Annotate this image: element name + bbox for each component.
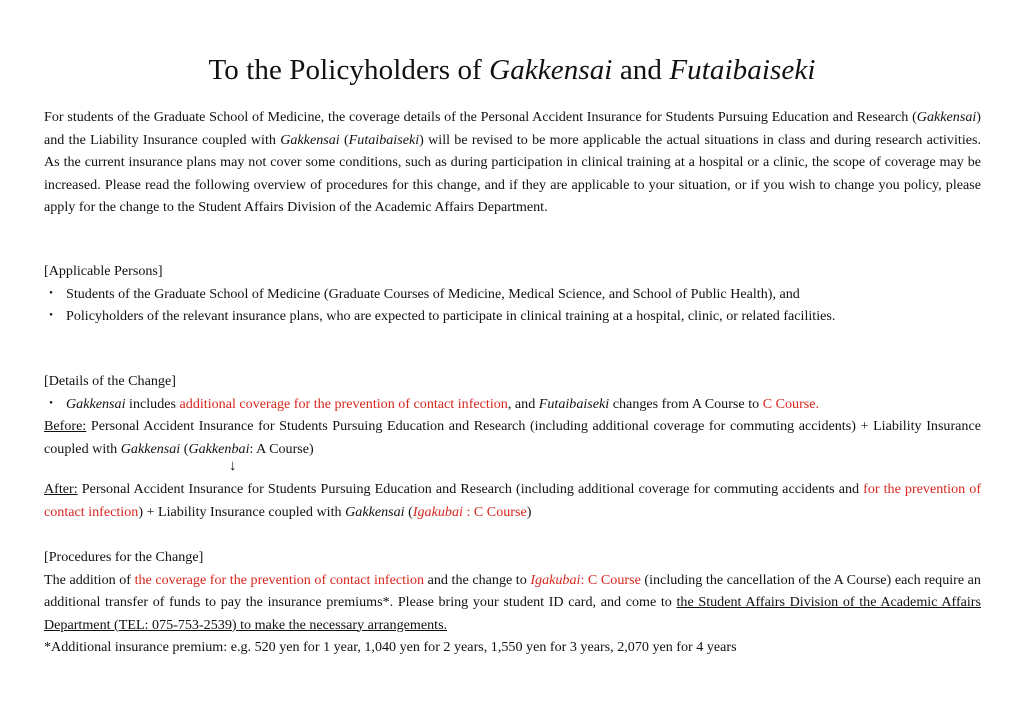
title-futaibaiseki: Futaibaiseki bbox=[669, 54, 816, 86]
procedures-heading: [Procedures for the Change] bbox=[44, 549, 204, 565]
applicable-persons-section bbox=[44, 260, 981, 328]
page-title bbox=[0, 52, 1024, 88]
premium-note: *Additional insurance premium: e.g. 520 yen for 1 year, 1,040 yen for 2 years, 1,550 yen for 3 years, 2,070 yen for 4 years bbox=[44, 639, 737, 655]
procedures-paragraph: The addition of the coverage for the prevention of contact infection and the change to Igakubai: C Course (including the cancellation of the A Course) each require an additional transfer of funds to pay the insurance premiums*. Please bring your student ID card, and come to the Student Affairs Division of the Academic Affairs Department (TEL: 075-753-2539) to make the necessary arrangements. bbox=[44, 571, 981, 633]
highlight-coverage: the coverage for the prevention of contact infection bbox=[134, 571, 425, 588]
highlight-contact-infection: additional coverage for the prevention of contact infection bbox=[179, 395, 508, 412]
after-paragraph: After: Personal Accident Insurance for Students Pursuing Education and Research (including additional coverage for commuting accidents and for the prevention of contact infection) + Liability Insurance coupled with Gakkensai (Igakubai : C Course) bbox=[44, 481, 982, 520]
title-prefix: To the Policyholders of bbox=[208, 54, 490, 86]
applicable-item: ・ Policyholders of the relevant insurance plans, who are expected to participate in clinical training at a hospital, clinic, or related facilities. bbox=[44, 305, 981, 328]
after-label: After: bbox=[44, 481, 78, 497]
details-section bbox=[44, 370, 981, 460]
highlight-c-course: C Course. bbox=[762, 395, 820, 412]
before-paragraph: Before: Personal Accident Insurance for Students Pursuing Education and Research (including additional coverage for commuting accidents) + Liability Insurance coupled with Gakkensai (Gakkenbai: A Course) bbox=[44, 418, 981, 457]
title-and: and bbox=[612, 54, 670, 86]
highlight-igakubai: Igakubai bbox=[412, 503, 463, 520]
details-bullet: ・ Gakkensai includes additional coverage for the prevention of contact infection, and Futaibaiseki changes from A Course to C Course. bbox=[44, 393, 981, 416]
intro-paragraph: For students of the Graduate School of Medicine, the coverage details of the Personal Accident Insurance for Students Pursuing Education and Research (Gakkensai) and the Liability Insurance coupled with Gakkensai (Futaibaiseki) will be revised to be more applicable the actual situations in class and during research activities. As the current insurance plans may not cover some conditions, such as during participation in clinical training at a hospital or a clinic, the scope of coverage may be increased. Please read the following overview of procedures for this change, and if they are applicable to your situation, or if you wish to change you policy, please apply for the change to the Student Affairs Division of the Academic Affairs Department. bbox=[44, 109, 981, 215]
applicable-item: ・ Students of the Graduate School of Medicine (Graduate Courses of Medicine, Medical Science, and School of Public Health), and bbox=[44, 283, 981, 306]
applicable-heading: [Applicable Persons] bbox=[44, 263, 163, 279]
bullet: ・ bbox=[44, 285, 59, 302]
title-gakkensai: Gakkensai bbox=[489, 54, 613, 86]
highlight-igakubai: Igakubai bbox=[530, 571, 581, 588]
details-heading: [Details of the Change] bbox=[44, 373, 176, 389]
procedures-section bbox=[44, 546, 981, 659]
bullet: ・ bbox=[44, 395, 59, 412]
before-label: Before: bbox=[44, 418, 87, 434]
down-arrow-icon: ↓ bbox=[229, 458, 237, 474]
highlight-prevention: for the prevention of contact infection bbox=[44, 481, 982, 520]
contact-office-text: the Student Affairs Division of the Academic Affairs Department (TEL: 075-753-2539) to make the necessary arrangements. bbox=[44, 594, 981, 633]
bullet: ・ bbox=[44, 308, 59, 324]
